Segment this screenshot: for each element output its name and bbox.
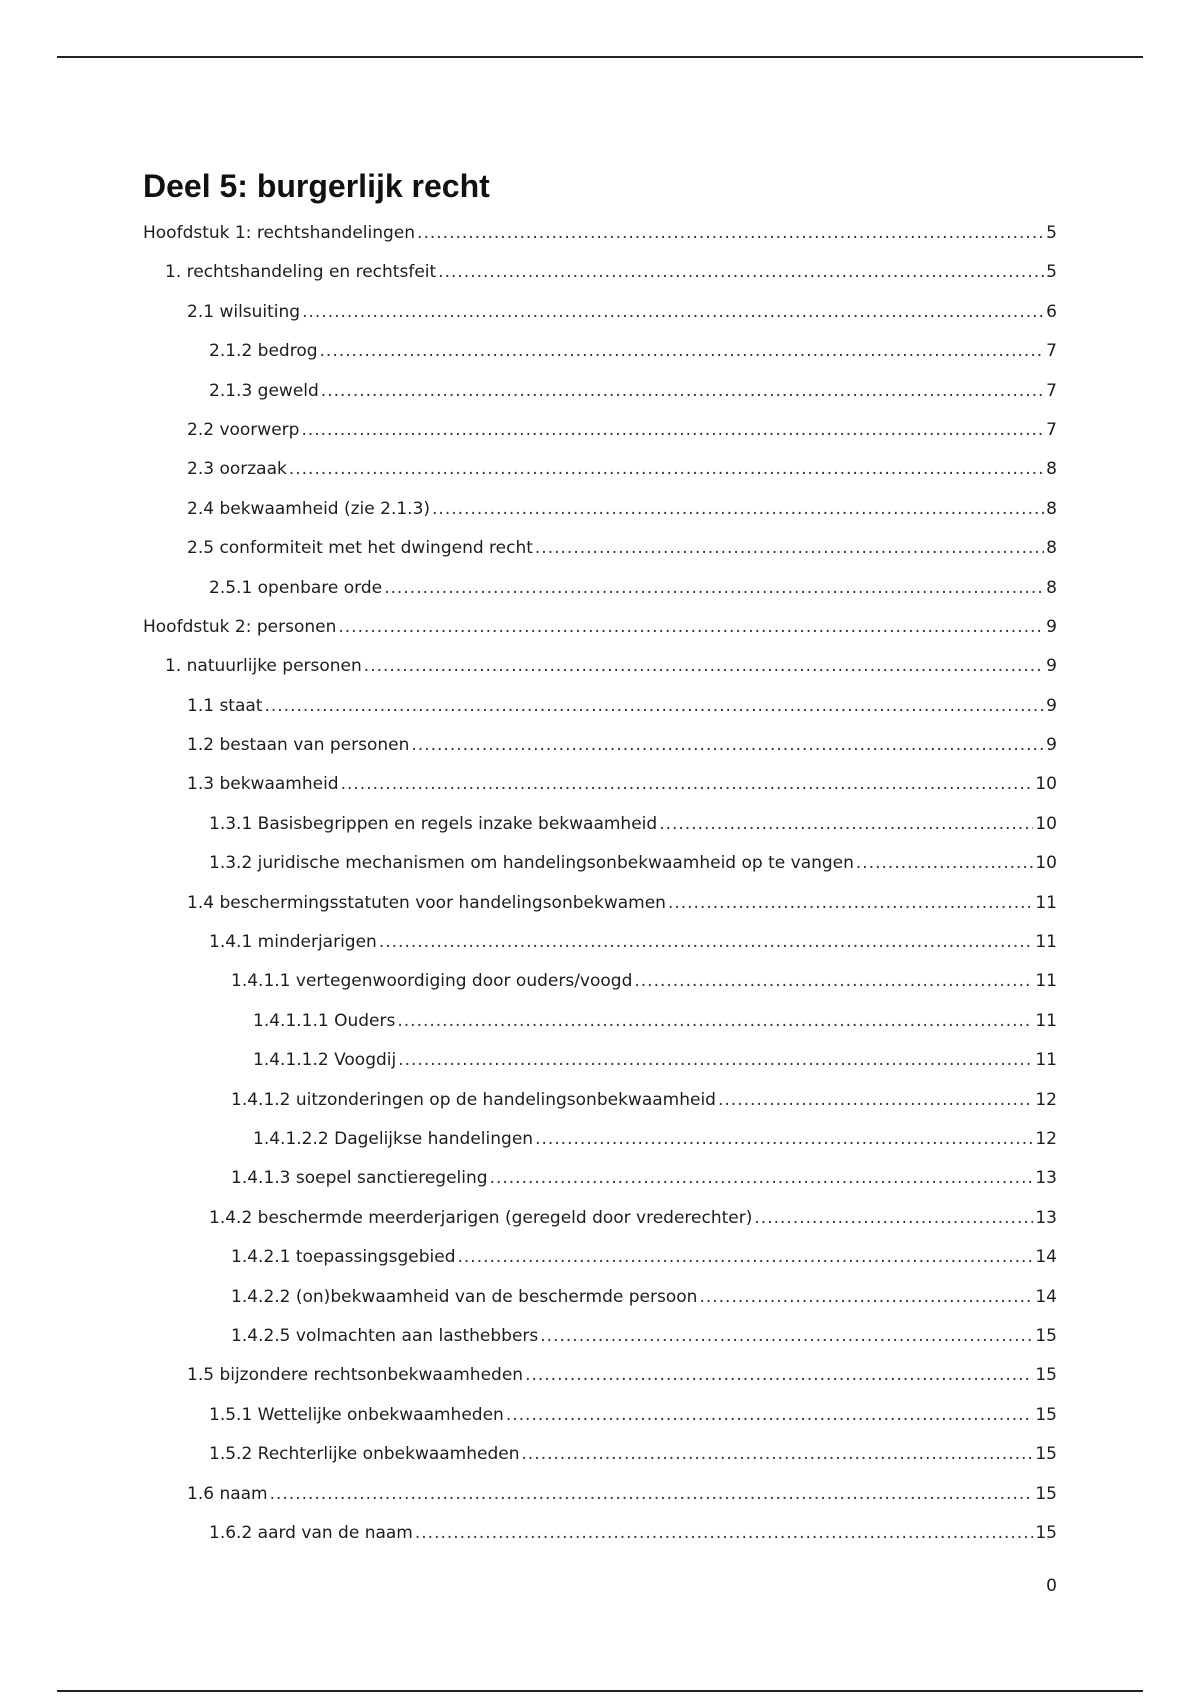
toc-entry[interactable] (143, 1008, 1057, 1047)
toc-entry-page: 15 (1035, 1365, 1057, 1386)
toc-entry[interactable] (143, 220, 1057, 259)
toc-dot-leader (659, 811, 1033, 837)
toc-entry-label: 1.5 bijzondere rechtsonbekwaamheden (187, 1365, 524, 1386)
toc-entry[interactable] (143, 1481, 1057, 1520)
toc-entry[interactable] (143, 299, 1057, 338)
toc-entry-label: 1. natuurlijke personen (165, 656, 362, 677)
toc-dot-leader (699, 1284, 1033, 1310)
toc-entry-label: 1.4.1.1.1 Ouders (253, 1010, 396, 1031)
toc-entry[interactable] (143, 771, 1057, 810)
toc-dot-leader (398, 1047, 1033, 1073)
toc-dot-leader (270, 1481, 1034, 1507)
toc-entry[interactable] (143, 1047, 1057, 1086)
toc-dot-leader (856, 850, 1033, 876)
toc-dot-leader (411, 732, 1044, 758)
toc-dot-leader (522, 1441, 1034, 1467)
toc-entry-page: 14 (1035, 1247, 1057, 1268)
toc-dot-leader (668, 890, 1033, 916)
toc-entry-page: 11 (1035, 1010, 1057, 1031)
document-title: Deel 5: burgerlijk recht (143, 168, 490, 204)
toc-entry-label: 1.6.2 aard van de naam (209, 1522, 413, 1543)
toc-entry-label: 1.5.1 Wettelijke onbekwaamheden (209, 1404, 504, 1425)
toc-entry[interactable] (143, 535, 1057, 574)
toc-dot-leader (364, 653, 1044, 679)
toc-dot-leader (490, 1165, 1034, 1191)
toc-entry-label: 2.2 voorwerp (187, 419, 300, 440)
toc-entry-page: 15 (1035, 1444, 1057, 1465)
toc-entry[interactable] (143, 575, 1057, 614)
footer-rule (57, 1690, 1143, 1692)
toc-dot-leader (525, 1362, 1033, 1388)
toc-entry[interactable] (143, 1323, 1057, 1362)
toc-entry-page: 7 (1046, 380, 1057, 401)
toc-entry-label: 2.5 conformiteit met het dwingend recht (187, 538, 533, 559)
toc-entry[interactable] (143, 1520, 1057, 1559)
toc-entry-label: 1.4.2.5 volmachten aan lasthebbers (231, 1325, 539, 1346)
toc-entry[interactable] (143, 1441, 1057, 1480)
toc-entry[interactable] (143, 693, 1057, 732)
toc-dot-leader (634, 968, 1033, 994)
toc-dot-leader (754, 1205, 1033, 1231)
toc-entry-page: 7 (1046, 419, 1057, 440)
toc-entry-page: 12 (1035, 1128, 1057, 1149)
toc-dot-leader (438, 259, 1044, 285)
toc-dot-leader (289, 456, 1044, 482)
toc-entry-label: 1.3.2 juridische mechanismen om handelingsonbekwaamheid op te vangen (209, 853, 854, 874)
toc-entry-page: 9 (1046, 695, 1057, 716)
toc-entry[interactable] (143, 456, 1057, 495)
toc-dot-leader (397, 1008, 1033, 1034)
toc-entry-label: 2.3 oorzaak (187, 459, 287, 480)
toc-dot-leader (417, 220, 1044, 246)
page-number: 0 (1046, 1576, 1057, 1596)
toc-dot-leader (301, 417, 1044, 443)
toc-entry-label: 1. rechtshandeling en rechtsfeit (165, 262, 437, 283)
toc-entry-label: 1.6 naam (187, 1483, 268, 1504)
toc-entry-page: 10 (1035, 813, 1057, 834)
toc-entry-page: 15 (1035, 1522, 1057, 1543)
toc-entry-page: 7 (1046, 341, 1057, 362)
toc-entry-page: 8 (1046, 577, 1057, 598)
toc-entry[interactable] (143, 1402, 1057, 1441)
header-rule (57, 56, 1143, 58)
toc-dot-leader (321, 378, 1044, 404)
toc-dot-leader (302, 299, 1044, 325)
toc-entry[interactable] (143, 850, 1057, 889)
toc-dot-leader (384, 575, 1044, 601)
toc-entry-page: 5 (1046, 223, 1057, 243)
toc-entry[interactable] (143, 1362, 1057, 1401)
toc-entry-page: 15 (1035, 1404, 1057, 1425)
toc-entry-label: 1.3.1 Basisbegrippen en regels inzake bekwaamheid (209, 813, 658, 834)
toc-dot-leader (718, 1087, 1033, 1113)
toc-entry-label: 1.4.1.2.2 Dagelijkse handelingen (253, 1128, 534, 1149)
toc-entry-label: 2.1.2 bedrog (209, 341, 318, 362)
toc-entry[interactable] (143, 259, 1057, 298)
toc-entry-page: 11 (1035, 892, 1057, 913)
toc-entry[interactable] (143, 496, 1057, 535)
toc-dot-leader (535, 1126, 1033, 1152)
toc-entry-label: Hoofdstuk 2: personen (143, 616, 337, 637)
toc-entry[interactable] (143, 614, 1057, 653)
toc-dot-leader (379, 929, 1034, 955)
toc-dot-leader (535, 535, 1044, 561)
toc-entry-page: 12 (1035, 1089, 1057, 1110)
toc-dot-leader (341, 771, 1034, 797)
toc-entry-page: 6 (1046, 301, 1057, 322)
toc-entry[interactable] (143, 1165, 1057, 1204)
toc-entry[interactable] (143, 890, 1057, 929)
toc-entry-label: 1.1 staat (187, 695, 263, 716)
toc-entry-label: 1.4.1.1 vertegenwoordiging door ouders/voogd (231, 971, 633, 992)
toc-entry-page: 11 (1035, 971, 1057, 992)
toc-entry-label: 2.1.3 geweld (209, 380, 319, 401)
toc-entry[interactable] (143, 1205, 1057, 1244)
toc-entry-page: 14 (1035, 1286, 1057, 1307)
toc-entry[interactable] (143, 1284, 1057, 1323)
toc-entry-label: 1.4.1 minderjarigen (209, 932, 377, 953)
toc-dot-leader (338, 614, 1044, 640)
toc-entry-page: 9 (1046, 735, 1057, 756)
toc-entry-label: 2.4 bekwaamheid (zie 2.1.3) (187, 498, 431, 519)
toc-dot-leader (320, 338, 1045, 364)
toc-entry[interactable] (143, 1244, 1057, 1283)
toc-entry-label: 1.4.1.2 uitzonderingen op de handelingsonbekwaamheid (231, 1089, 716, 1110)
toc-entry[interactable] (143, 417, 1057, 456)
toc-entry-label: 2.5.1 openbare orde (209, 577, 383, 598)
toc-entry-label: 1.4.2.2 (on)bekwaamheid van de beschermde persoon (231, 1286, 698, 1307)
toc-entry-label: 2.1 wilsuiting (187, 301, 301, 322)
toc-entry-page: 9 (1046, 656, 1057, 677)
toc-entry-label: 1.3 bekwaamheid (187, 774, 339, 795)
toc-entry-label: 1.4.2 beschermde meerderjarigen (geregeld door vrederechter) (209, 1207, 753, 1228)
toc-entry-label: 1.5.2 Rechterlijke onbekwaamheden (209, 1444, 520, 1465)
toc-entry[interactable] (143, 338, 1057, 377)
toc-entry-page: 8 (1046, 459, 1057, 480)
toc-entry-page: 13 (1035, 1207, 1057, 1228)
toc-entry[interactable] (143, 929, 1057, 968)
toc-entry-page: 9 (1046, 616, 1057, 637)
toc-entry[interactable] (143, 1126, 1057, 1165)
toc-entry-page: 8 (1046, 538, 1057, 559)
toc-entry-page: 11 (1035, 932, 1057, 953)
toc-dot-leader (432, 496, 1044, 522)
toc-dot-leader (264, 693, 1044, 719)
toc-entry-label: 1.4.1.1.2 Voogdij (253, 1050, 397, 1071)
toc-entry[interactable] (143, 732, 1057, 771)
toc-entry[interactable] (143, 1087, 1057, 1126)
toc-entry-label: Hoofdstuk 1: rechtshandelingen (143, 223, 416, 243)
toc-entry-page: 8 (1046, 498, 1057, 519)
toc-entry-page: 10 (1035, 774, 1057, 795)
toc-dot-leader (415, 1520, 1034, 1546)
toc-entry-label: 1.4.1.3 soepel sanctieregeling (231, 1168, 488, 1189)
toc-entry-page: 5 (1046, 262, 1057, 283)
toc-entry-page: 15 (1035, 1325, 1057, 1346)
toc-entry[interactable] (143, 968, 1057, 1007)
toc-dot-leader (540, 1323, 1033, 1349)
toc-entry-label: 1.4 beschermingsstatuten voor handelingsonbekwamen (187, 892, 666, 913)
toc-entry-page: 11 (1035, 1050, 1057, 1071)
toc-entry-page: 10 (1035, 853, 1057, 874)
toc-entry[interactable] (143, 653, 1057, 692)
table-of-contents (143, 220, 1057, 1559)
toc-entry-label: 1.2 bestaan van personen (187, 735, 410, 756)
toc-entry-page: 15 (1035, 1483, 1057, 1504)
toc-entry-label: 1.4.2.1 toepassingsgebied (231, 1247, 456, 1268)
toc-entry[interactable] (143, 378, 1057, 417)
toc-entry-page: 13 (1035, 1168, 1057, 1189)
toc-entry[interactable] (143, 811, 1057, 850)
toc-dot-leader (506, 1402, 1034, 1428)
toc-dot-leader (458, 1244, 1034, 1270)
